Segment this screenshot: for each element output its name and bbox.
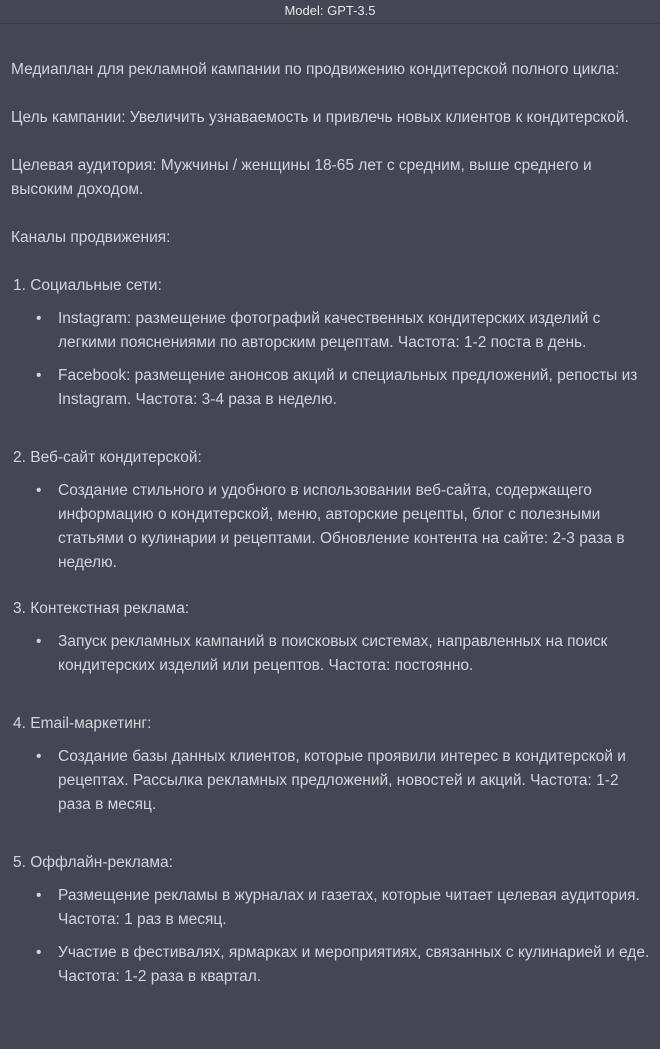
- list-item-text: Создание стильного и удобного в использовании веб-сайта, содержащего информацию о кондитерской, меню, авторские рецепты, блог с полезными статьями о кулинарии и рецептами. Обновление контента на сайте: 2-3 раза в неделю.: [58, 482, 625, 571]
- bullet-list: [11, 884, 651, 989]
- intro-paragraph: Медиаплан для рекламной кампании по продвижению кондитерской полного цикла:: [11, 61, 620, 78]
- model-label: Model: GPT-3.5: [0, 0, 660, 24]
- list-item-text: Размещение рекламы в журналах и газетах, которые читает целевая аудитория. Частота: 1 раз в месяц.: [58, 887, 640, 928]
- section-title: 4. Email-маркетинг:: [13, 715, 152, 732]
- bullet-list: [11, 479, 651, 575]
- bullet-dot: •: [36, 310, 42, 327]
- list-item-text: Facebook: размещение анонсов акций и специальных предложений, репосты из Instagram. Частота: 3-4 раза в неделю.: [58, 367, 638, 408]
- list-item: [11, 941, 651, 989]
- section-title: 5. Оффлайн-реклама:: [13, 854, 173, 871]
- channels-heading: Каналы продвижения:: [11, 229, 171, 246]
- list-item: [11, 479, 651, 575]
- section-website: [11, 446, 651, 575]
- bullet-dot: •: [36, 367, 42, 384]
- list-item: [11, 630, 651, 678]
- bullet-dot: •: [36, 944, 42, 961]
- section-offline: [11, 851, 651, 989]
- list-item: [11, 307, 651, 355]
- section-title: 1. Социальные сети:: [13, 277, 162, 294]
- bullet-list: [11, 307, 651, 412]
- bullet-dot: •: [36, 748, 42, 765]
- section-context-ads: [11, 597, 651, 678]
- list-item-text: Запуск рекламных кампаний в поисковых системах, направленных на поиск кондитерских изделий или рецептов. Частота: постоянно.: [58, 633, 608, 674]
- section-social: [11, 274, 651, 412]
- audience-paragraph: Целевая аудитория: Мужчины / женщины 18-65 лет с средним, выше среднего и высоким доходом.: [11, 157, 592, 198]
- bullet-list: [11, 630, 651, 678]
- list-item: [11, 884, 651, 932]
- list-item-text: Instagram: размещение фотографий качественных кондитерских изделий с легкими пояснениями по авторским рецептам. Частота: 1-2 поста в день.: [58, 310, 601, 351]
- bullet-list: [11, 745, 651, 817]
- bullet-dot: •: [36, 633, 42, 650]
- assistant-message: [11, 58, 651, 989]
- list-item-text: Создание базы данных клиентов, которые проявили интерес в кондитерской и рецептах. Рассылка рекламных предложений, новостей и акций. Частота: 1-2 раза в месяц.: [58, 748, 626, 813]
- list-item: [11, 745, 651, 817]
- section-title: 3. Контекстная реклама:: [13, 600, 190, 617]
- list-item: [11, 364, 651, 412]
- bullet-dot: •: [36, 482, 42, 499]
- section-title: 2. Веб-сайт кондитерской:: [13, 449, 202, 466]
- bullet-dot: •: [36, 887, 42, 904]
- goal-paragraph: Цель кампании: Увеличить узнаваемость и привлечь новых клиентов к кондитерской.: [11, 109, 629, 126]
- section-email: [11, 712, 651, 817]
- list-item-text: Участие в фестивалях, ярмарках и мероприятиях, связанных с кулинарией и еде. Частота: 1-2 раза в квартал.: [58, 944, 650, 985]
